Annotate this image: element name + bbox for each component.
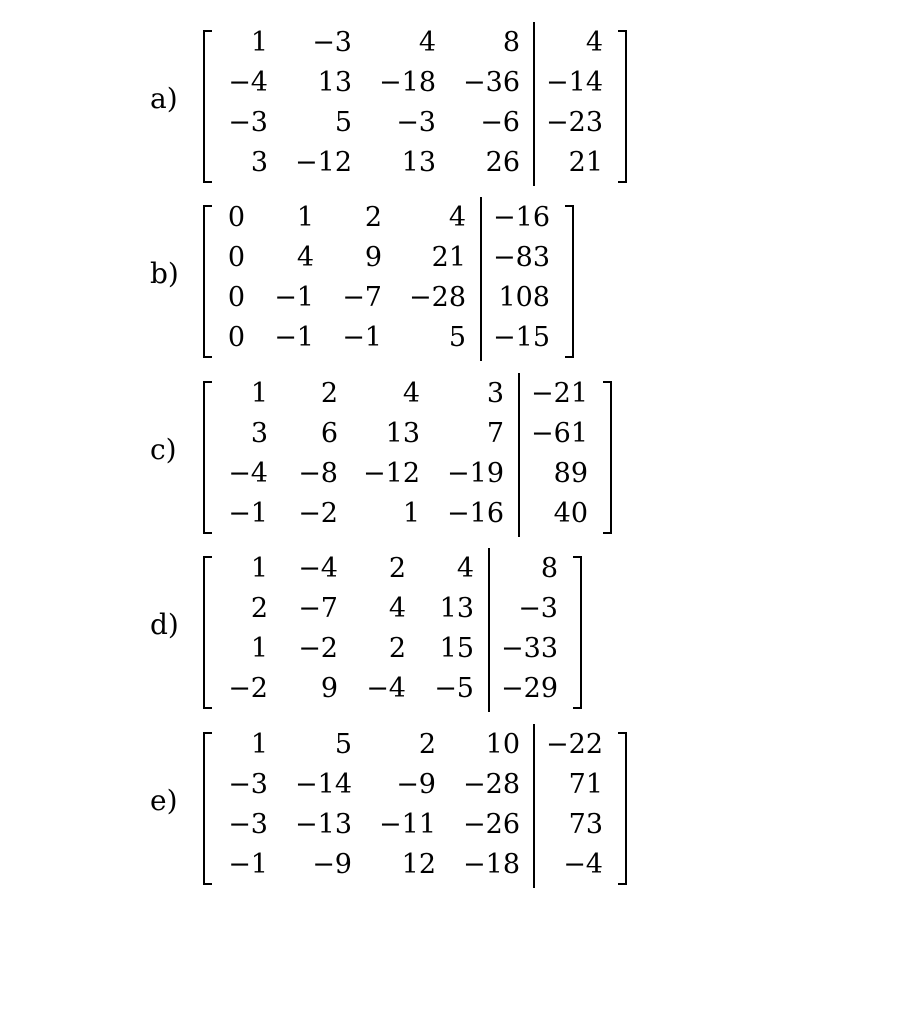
coefficient-cell: −26 [463, 809, 520, 840]
coefficient-cell: 1 [250, 27, 268, 58]
coefficient-cell: −1 [274, 282, 314, 313]
right-bracket [573, 556, 582, 709]
coefficient-cell: 13 [401, 147, 436, 178]
constant-cell: 21 [568, 147, 603, 178]
coefficient-cell: 0 [227, 202, 245, 233]
coefficient-cell: 5 [448, 322, 466, 353]
constant-cell: 73 [568, 809, 603, 840]
coefficient-cell: −1 [228, 849, 268, 880]
right-bracket [618, 732, 627, 885]
constant-cell: −61 [531, 418, 588, 449]
constant-cell: 108 [498, 282, 550, 313]
coefficient-cell: 1 [250, 633, 268, 664]
constant-cell: 71 [568, 769, 603, 800]
coefficient-cell: 4 [296, 242, 314, 273]
coefficient-cell: 4 [456, 553, 474, 584]
coefficient-cell: 7 [486, 418, 504, 449]
coefficient-cell: −4 [228, 458, 268, 489]
constant-cell: −83 [493, 242, 550, 273]
constant-cell: −16 [493, 202, 550, 233]
coefficient-cell: −1 [342, 322, 382, 353]
constant-cell: −23 [546, 107, 603, 138]
coefficient-cell: −2 [298, 633, 338, 664]
coefficient-cell: −28 [463, 769, 520, 800]
coefficient-cell: −4 [298, 553, 338, 584]
coefficient-cell: −19 [447, 458, 504, 489]
coefficient-cell: 4 [448, 202, 466, 233]
coefficient-cell: −1 [228, 498, 268, 529]
coefficient-cell: −1 [274, 322, 314, 353]
coefficient-cell: 10 [485, 729, 520, 760]
coefficient-cell: −5 [434, 673, 474, 704]
coefficient-cell: 2 [418, 729, 436, 760]
coefficient-cell: −3 [228, 769, 268, 800]
coefficient-cell: 13 [439, 593, 474, 624]
coefficient-cell: 15 [439, 633, 474, 664]
coefficient-cell: 9 [364, 242, 382, 273]
coefficient-cell: −18 [463, 849, 520, 880]
constant-cell: −22 [546, 729, 603, 760]
coefficient-cell: −11 [379, 809, 436, 840]
coefficient-cell: 2 [320, 378, 338, 409]
coefficient-cell: 0 [227, 242, 245, 273]
constant-cell: −29 [501, 673, 558, 704]
coefficient-cell: 0 [227, 282, 245, 313]
coefficient-cell: 4 [388, 593, 406, 624]
constant-cell: −14 [546, 67, 603, 98]
augmented-matrix [203, 202, 574, 365]
coefficient-cell: 9 [320, 673, 338, 704]
coefficient-cell: 4 [402, 378, 420, 409]
coefficient-cell: −3 [312, 27, 352, 58]
constant-cell: −4 [563, 849, 603, 880]
coefficient-cell: 13 [317, 67, 352, 98]
problem-label: e) [150, 784, 178, 817]
right-bracket [565, 205, 574, 358]
coefficient-cell: −3 [228, 809, 268, 840]
coefficient-cell: 2 [250, 593, 268, 624]
constant-cell: 40 [553, 498, 588, 529]
coefficient-cell: 8 [502, 27, 520, 58]
coefficient-cell: −28 [409, 282, 466, 313]
coefficient-cell: −6 [480, 107, 520, 138]
coefficient-cell: 5 [334, 107, 352, 138]
problem-label: d) [150, 608, 179, 641]
coefficient-cell: 4 [418, 27, 436, 58]
coefficient-cell: 2 [388, 633, 406, 664]
constant-cell: −3 [518, 593, 558, 624]
problem-label: b) [150, 257, 179, 290]
coefficient-cell: 26 [485, 147, 520, 178]
coefficient-cell: −16 [447, 498, 504, 529]
coefficient-cell: −12 [363, 458, 420, 489]
coefficient-cell: 0 [227, 322, 245, 353]
coefficient-cell: 2 [364, 202, 382, 233]
constant-cell: 89 [553, 458, 588, 489]
coefficient-cell: 1 [402, 498, 420, 529]
coefficient-cell: −7 [342, 282, 382, 313]
coefficient-cell: −12 [295, 147, 352, 178]
coefficient-cell: −8 [298, 458, 338, 489]
coefficient-cell: −7 [298, 593, 338, 624]
coefficient-cell: −36 [463, 67, 520, 98]
coefficient-cell: −4 [228, 67, 268, 98]
coefficient-cell: −2 [298, 498, 338, 529]
constant-cell: −21 [531, 378, 588, 409]
constant-cell: −33 [501, 633, 558, 664]
augmented-matrix [203, 378, 612, 541]
coefficient-cell: 3 [486, 378, 504, 409]
coefficient-cell: 3 [250, 147, 268, 178]
coefficient-cell: 3 [250, 418, 268, 449]
coefficient-cell: −3 [396, 107, 436, 138]
coefficient-cell: −4 [366, 673, 406, 704]
problem-label: a) [150, 82, 178, 115]
coefficient-cell: −18 [379, 67, 436, 98]
coefficient-cell: 1 [250, 378, 268, 409]
right-bracket [603, 381, 612, 534]
coefficient-cell: −9 [312, 849, 352, 880]
coefficient-cell: 1 [250, 553, 268, 584]
coefficient-cell: 1 [250, 729, 268, 760]
coefficient-cell: 2 [388, 553, 406, 584]
problem-label: c) [150, 433, 177, 466]
constant-cell: 8 [540, 553, 558, 584]
coefficient-cell: −3 [228, 107, 268, 138]
coefficient-cell: −9 [396, 769, 436, 800]
coefficient-cell: 1 [296, 202, 314, 233]
coefficient-cell: 21 [431, 242, 466, 273]
constant-cell: 4 [585, 27, 603, 58]
augmented-matrix [203, 729, 627, 892]
coefficient-cell: −14 [295, 769, 352, 800]
coefficient-cell: 5 [334, 729, 352, 760]
coefficient-cell: 13 [385, 418, 420, 449]
augmented-matrix [203, 553, 582, 716]
coefficient-cell: 6 [320, 418, 338, 449]
coefficient-cell: −13 [295, 809, 352, 840]
coefficient-cell: 12 [401, 849, 436, 880]
constant-cell: −15 [493, 322, 550, 353]
coefficient-cell: −2 [228, 673, 268, 704]
